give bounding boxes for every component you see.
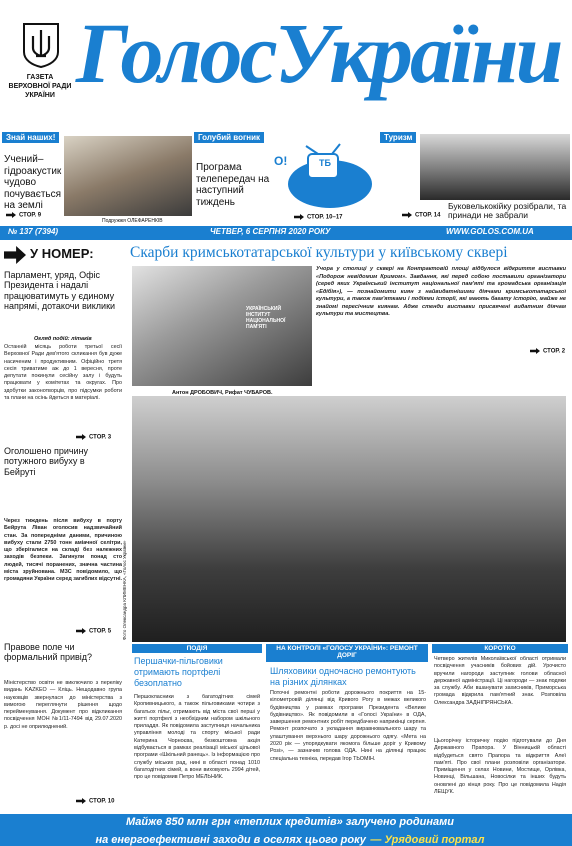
teaser-text: Буковелькокійку розібрали, та принади не забрали (448, 201, 567, 221)
teaser-3[interactable] (380, 132, 570, 224)
teaser-text: Програма телепередач на наступний тиждень (196, 162, 270, 208)
couple-photo (64, 136, 192, 216)
in-issue-item3-body: Міністерство освіти не виключило з переліку видань KAZKEO — Кліць. Нещодавно група науковців звернулася до міністерства з вимогою переглянути рішення щодо перейменування. Документ про відкликання посвідчення МОН №1/11-7494 від 29.07.2020 р. досі не оприлюднений. (4, 680, 122, 730)
issue-number: № 137 (7394) (8, 227, 59, 236)
footer-line2-wrap (40, 830, 540, 846)
in-issue-item1-byline: Огляд подій: літаків (34, 336, 92, 342)
col2-body: Першокласники з багатодітних сімей Кропивницького, а також пільговиками чотири з багатьох пільг, отримають від міста свої перші у житті портфелі з необхідним набором шкільного приладдя. Як повідомила заступниця начальника управління молоді та спорту міської ради Катерина Чорноєва, безкоштовна акція відбувається в рамках реалізації міської цільової програми «Шкільний ранець». Із інформацією про службу міських рад, нині в області понад 1010 багатодітних сімей, а вони виховують 2994 дітей, про це повідомив Петро МЕЛЬНИК. (134, 694, 260, 781)
lead-page: СТОР. 2 (530, 348, 565, 355)
in-issue-item3-page: СТОР. 10 (76, 798, 114, 805)
footer-line2: на енергоефективні заходи в оселях цього року (95, 834, 366, 846)
lead-photo-credit: Фото Олександра КЛИМЕНКА, «Голос України» (122, 540, 127, 640)
teaser-credit: Подружжя ОЛЕФАРЕНКІВ (102, 218, 163, 224)
coat-of-arms-icon (22, 22, 60, 68)
teaser-2[interactable] (194, 132, 378, 224)
in-issue-item1-page: СТОР. 3 (76, 434, 111, 441)
issue-date: ЧЕТВЕР, 6 СЕРПНЯ 2020 РОКУ (210, 227, 331, 236)
col3-headline[interactable]: Шляховики одночасно ремонтують на різних ділянках (270, 666, 416, 687)
footer-source: — Урядовий портал (370, 834, 485, 846)
teaser-page: СТОР. 9 (6, 212, 41, 219)
in-issue-item2-title[interactable]: Оголошено причину потужного вибуху в Бейруті (4, 446, 89, 477)
footer-line1: Майже 850 млн грн «теплих кредитів» залучено родинами (125, 816, 455, 828)
teaser-text: Учений–гідроакустик чудово почувається на землі (4, 154, 62, 211)
short-item1: Четверо жителів Миколаївської області отримали посвідчення учасників бойових дій. Урочисто вручили нагороди заступник голови обласної державної адміністрації. Ці нагороди — знак подяки за службу. Аби вшанувати захисників, Приморська громада відкрила пам'ятний знак. Розповіла Олександра ЗАДНІПРЯНСЬКА. (434, 656, 566, 706)
lead-photo-exhibition (132, 396, 566, 642)
teaser-1[interactable] (2, 132, 192, 224)
teaser-page: СТОР. 14 (402, 212, 440, 219)
short-item2: Цьогорічну історичну подію підготували до Дня Державного Прапора. У Вінницькій області відбудеться свято Прапора та відкриття Алеї пам'яті. Про свої плани розповіли організатори. Приміщення у селах Новини, Мостище, Орлівка, Новинці, Вільшана, Новосілки та інших будуть оновлені до кінця року. Про це повідомила Надія ЛЕЩУК. (434, 738, 566, 796)
lead-headline[interactable]: Скарби кримськотатарської культури у київському сквері (130, 244, 508, 261)
in-issue-heading: У НОМЕР: (4, 244, 124, 266)
in-issue-item2-page: СТОР. 5 (76, 628, 111, 635)
col3-body: Поточні ремонтні роботи дорожнього покриття на 15-кілометровій ділянці від Кривого Рогу в межах великого будівництва у рамках програми Президента «Велике будівництво». Як повідомили в «Голосі України» в ОДА, завершення ремонтних робіт передбачено наприкінці серпня. Ремонт розпочато з укладання виравнювального шару та улаштування верхнього шару дорожнього одягу. «Мета на 2020 рік — упорядкувати якомога більше доріг у Кривому Розі», — зазначив голова ОДА. Нині на ділянці працює спеціальна техніка, передав Ігор ТЬОМІН. (270, 690, 426, 762)
issue-site: WWW.GOLOS.COM.UA (446, 227, 534, 236)
publisher-label: ГАЗЕТА ВЕРХОВНОЇ РАДИ УКРАЇНИ (8, 74, 72, 99)
tv-badge-o: О! (274, 154, 288, 168)
in-issue-item2-body: Через тиждень після вибуху в порту Бейрута Ліван оголосив надзвичайний стан. За попередніми даними, причиною вибуху стали 2750 тонн аміачної селітри, що зберігалися на складі без належних заходів безпеки. Загинули понад сто людей, тисячі поранених, значна частина міста зруйнована. МЗС повідомило, що громадяни України серед загиблих відсутні. (4, 518, 122, 583)
teaser-rubric: Туризм (380, 132, 416, 143)
tv-badge-tb: ТБ (319, 158, 331, 168)
teaser-rubric: Голубий вогник (194, 132, 264, 143)
col2-rubric: ПОДІЯ (186, 645, 208, 652)
in-issue-item3-title[interactable]: Правове поле чи формальний привід? (4, 642, 93, 663)
mountain-photo (420, 134, 570, 200)
lead-intro: Учора у столиці у сквері на Контрактовій площі відбулося відкриття виставки «Подорож невідомим Кримом». Завдання, які перед собою поставили організатори (серед яких Український інститут національної пам'яті та громадська організація «Едібія»), — познайомити киян з найвидатнішими діячами кримськотатарської культури, а також пам'ятками і подіями історії, які мають багату історію, майже не знайомі пересічним киянам. Адже стенди виставки присвячені видатним діячам культури та мистецтва. (316, 266, 566, 318)
lead-stand-text: УКРАЇНСЬКИЙ ІНСТИТУТ НАЦІОНАЛЬНОЇ ПАМ'ЯТІ (246, 306, 286, 330)
arrow-icon (4, 246, 26, 264)
in-issue-item1-body: Останній місяць роботи третьої сесії Верховної Ради дев'ятого скликання був дуже насиченим і продуктивним. Офіційно третя сесія триватиме аж до 1 вересня, проте депутати покинули сесійну залу і будуть працювати у комітетах та округах. Про здобутки законотворців, про підсумки роботи та плани на осінь йдеться в матеріалі. (4, 344, 122, 402)
teaser-rubric: Знай наших! (2, 132, 59, 143)
masthead-title: ГолосУкраїни (76, 5, 561, 101)
lead-caption: Антон ДРОБОВИЧ, Рифат ЧУБАРОВ. (172, 390, 273, 396)
tv-icon (278, 140, 374, 212)
col3-rubric: НА КОНТРОЛІ «ГОЛОСУ УКРАЇНИ»: РЕМОНТ ДОРІГ (276, 645, 418, 659)
in-issue-item1-title[interactable]: Парламент, уряд, Офіс Президента і надалі працюватимуть у єдиному напрямі, дотакочи виклики (4, 270, 116, 312)
teaser-page: СТОР. 10–17 (294, 214, 343, 221)
col2-headline[interactable]: Першачки-пільговики отримають портфелі безоплатно (134, 656, 223, 688)
short-rubric: КОРОТКО (484, 645, 516, 652)
